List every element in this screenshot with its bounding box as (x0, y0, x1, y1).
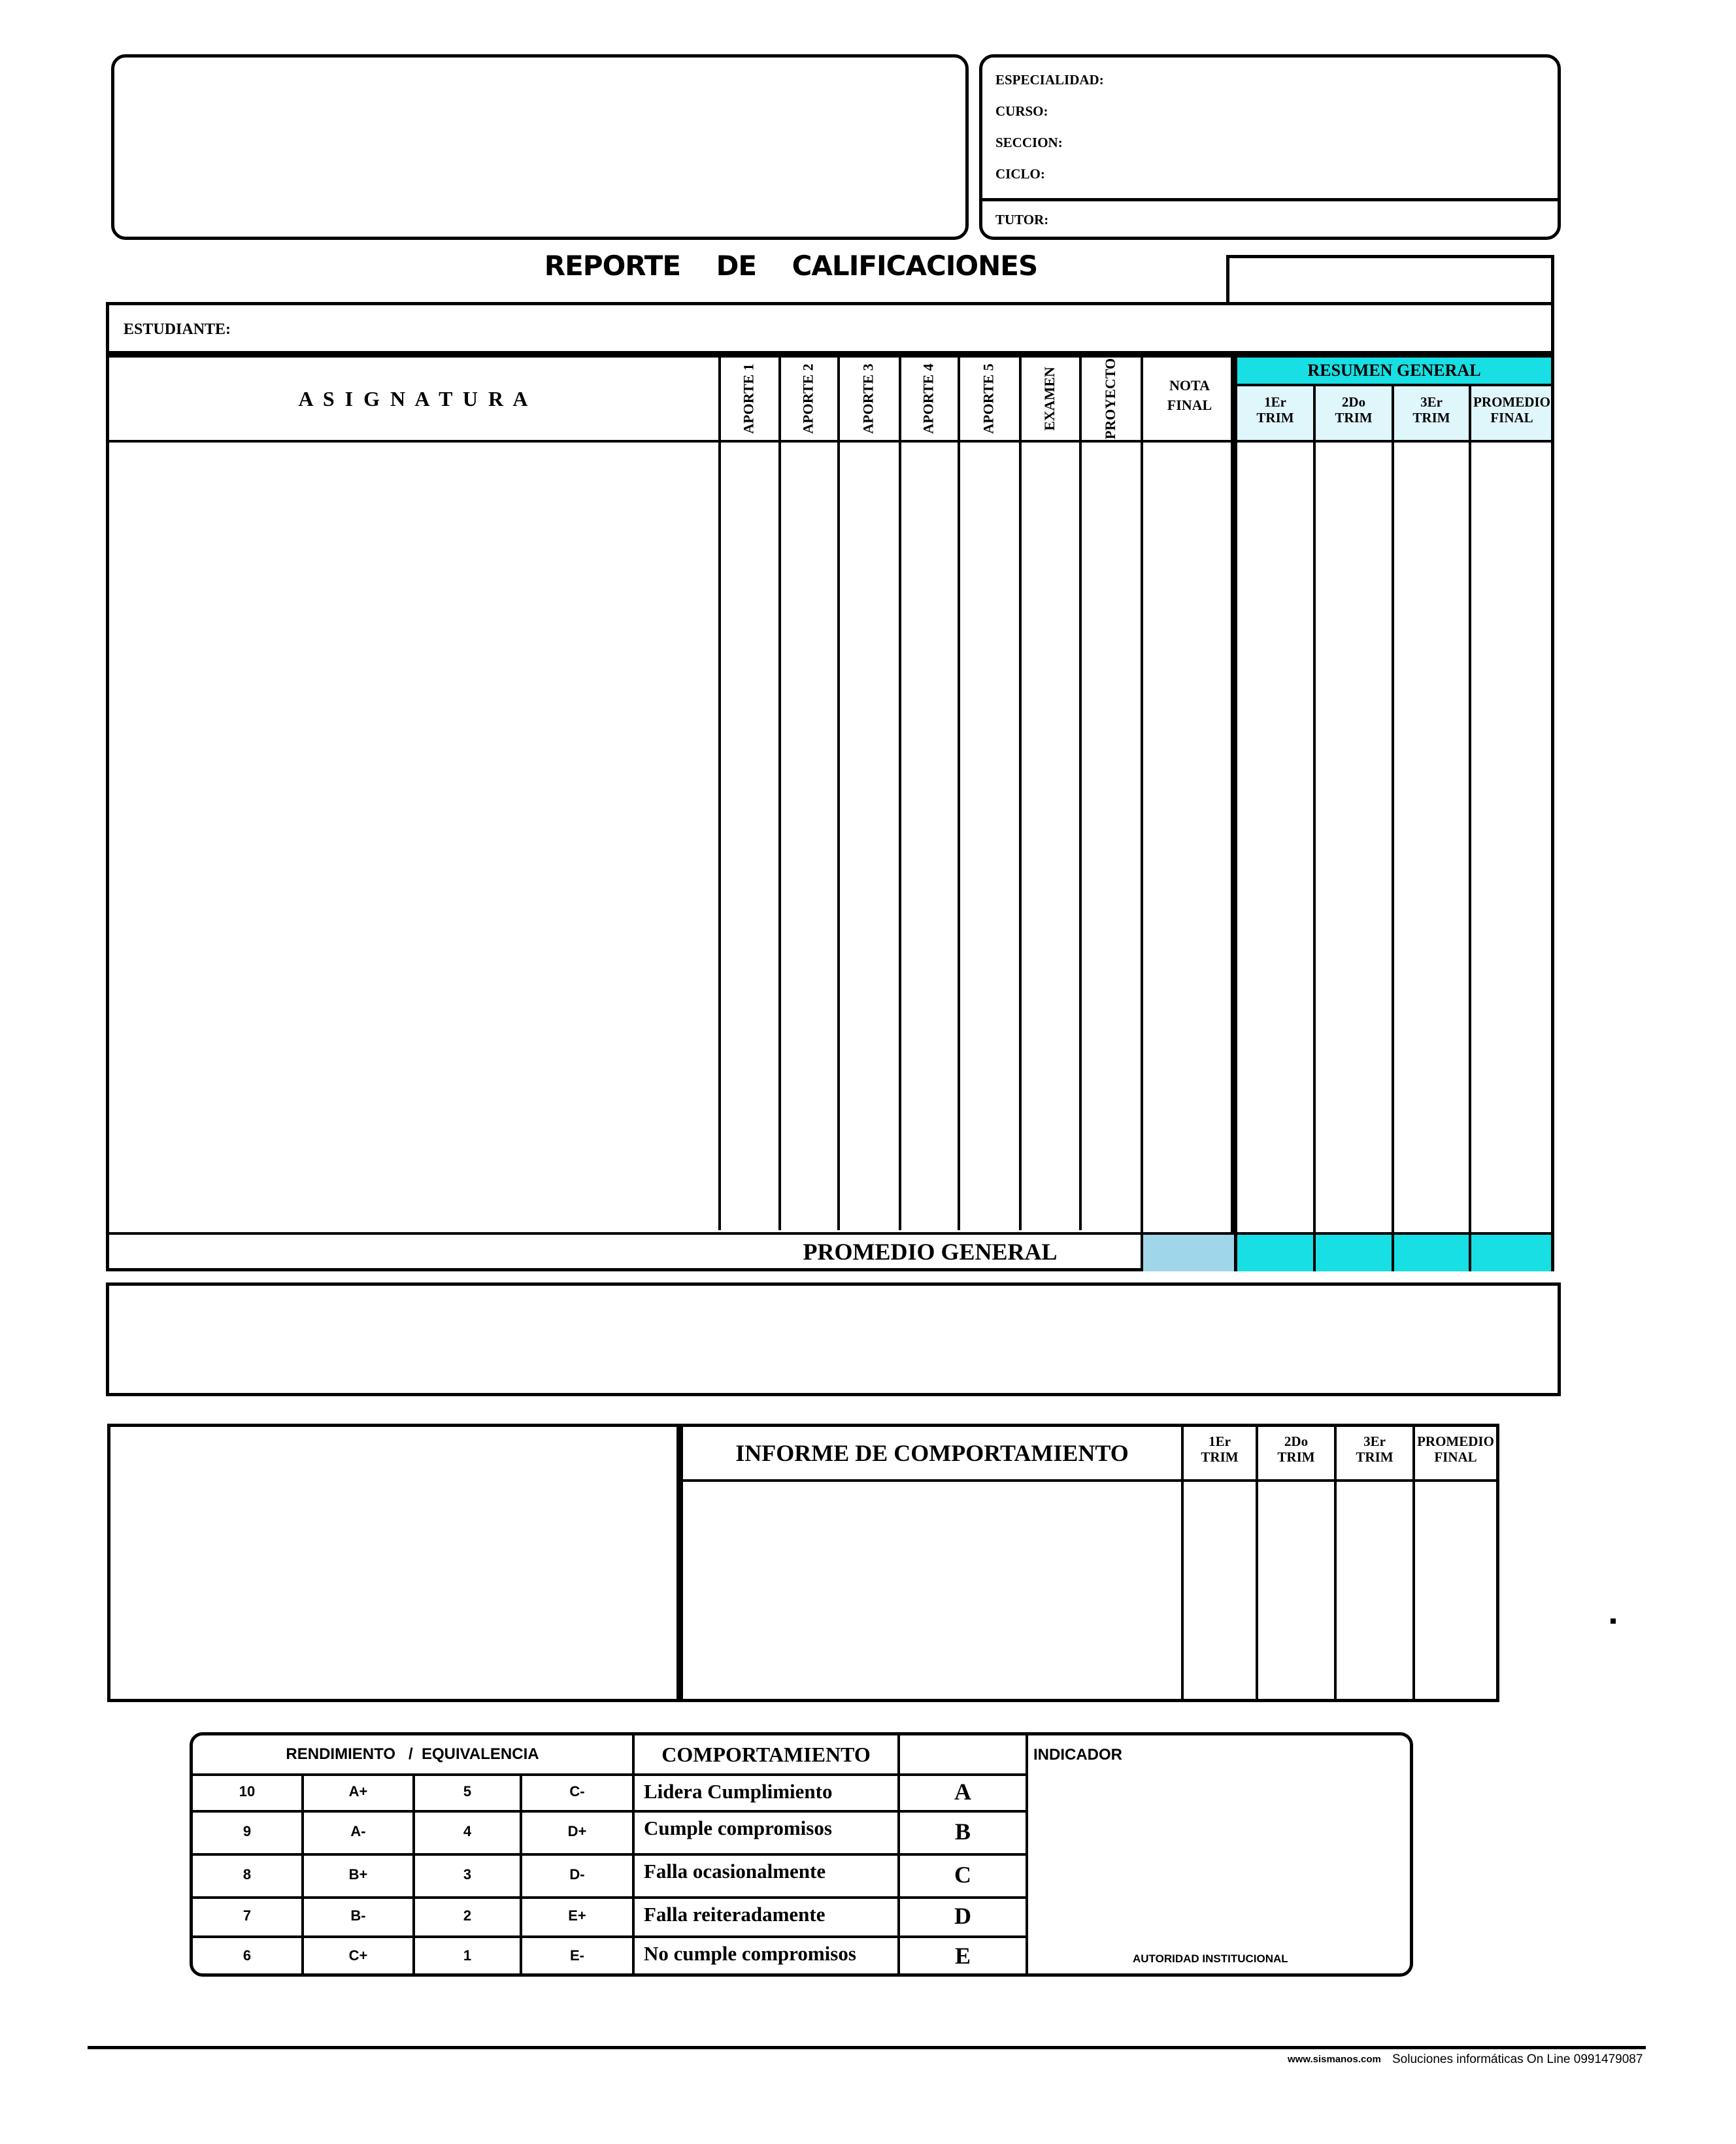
subject-header: A S I G N A T U R A (298, 386, 531, 410)
col-proyecto-label: PROYECTO (1102, 358, 1118, 440)
legend-behavior: Lidera Cumplimiento (644, 1780, 833, 1803)
behavior-col-2do-trim (1258, 1433, 1334, 1465)
col-aporte-3-label: APORTE 3 (860, 363, 876, 434)
summary-header-divider (1237, 440, 1551, 443)
summary-col-trim: TRIM (1335, 410, 1373, 426)
legend-indicator: A (954, 1779, 971, 1805)
summary-col-3er: 3Er (1420, 394, 1443, 410)
summary-col-2do-trim (1316, 394, 1392, 426)
col-aporte-1 (720, 358, 778, 440)
summary-average-cell (1237, 1235, 1313, 1271)
legend-grade: A+ (348, 1783, 368, 1800)
comportamiento-header: COMPORTAMIENTO (661, 1742, 871, 1766)
behavior-notes-box (107, 1424, 680, 1702)
seccion-label: SECCION: (995, 135, 1063, 150)
grades-header-divider (109, 440, 1231, 443)
indicador-header: INDICADOR (1033, 1746, 1122, 1764)
page-title: REPORTE DE CALIFICACIONES (544, 250, 1038, 282)
logo-box (111, 54, 969, 240)
summary-header (1237, 358, 1551, 386)
legend-score: 7 (242, 1907, 252, 1924)
col-examen (1020, 358, 1079, 440)
summary-col-promedio: PROMEDIO (1473, 394, 1550, 410)
legend-grade: C+ (348, 1947, 368, 1964)
legend-behavior: Falla ocasionalmente (644, 1860, 826, 1883)
summary-col-2do: 2Do (1341, 394, 1366, 410)
col-divider (778, 358, 781, 1230)
summary-col-3er-trim (1394, 394, 1469, 426)
nota-final-average-cell (1143, 1235, 1237, 1271)
summary-col-final: FINAL (1490, 410, 1533, 426)
behavior-col-final: FINAL (1434, 1449, 1477, 1465)
observations-box (106, 1282, 1561, 1396)
average-label: PROMEDIO GENERAL (803, 1239, 1058, 1265)
summary-average-cell (1394, 1235, 1469, 1271)
legend-indicator: B (954, 1818, 971, 1845)
col-nota-final (1142, 376, 1237, 415)
behavior-col-trim: TRIM (1277, 1449, 1315, 1465)
behavior-col-divider (1334, 1427, 1337, 1699)
legend-grade: C- (569, 1783, 585, 1800)
summary-average-cell (1316, 1235, 1392, 1271)
legend-grade: D- (569, 1866, 585, 1883)
authority-label: AUTORIDAD INSTITUCIONAL (1133, 1952, 1288, 1965)
grades-table (106, 354, 1234, 1271)
behavior-header-divider (683, 1479, 1496, 1482)
behavior-col-divider (1256, 1427, 1258, 1699)
col-aporte-2-label: APORTE 2 (800, 363, 816, 434)
especialidad-label: ESPECIALIDAD: (995, 72, 1104, 88)
legend-behavior: Cumple compromisos (644, 1817, 832, 1839)
tutor-divider (982, 198, 1558, 201)
behavior-col-trim: TRIM (1201, 1449, 1239, 1465)
rendimiento-header: RENDIMIENTO / EQUIVALENCIA (286, 1745, 539, 1763)
legend-score: 9 (242, 1823, 252, 1839)
summary-col-promedio-final (1471, 394, 1552, 426)
footer-rule (88, 2046, 1646, 2049)
behavior-col-divider (1181, 1427, 1184, 1699)
summary-col-1er-trim (1237, 394, 1313, 426)
behavior-col-1er-trim (1184, 1433, 1256, 1465)
student-label: ESTUDIANTE: (124, 321, 231, 338)
legend-grade: B+ (348, 1866, 368, 1883)
behavior-col-promedio: PROMEDIO (1417, 1433, 1494, 1449)
summary-col-divider (1469, 386, 1471, 1268)
col-examen-label: EXAMEN (1041, 367, 1058, 431)
footer-website: www.sismanos.com (1288, 2054, 1381, 2065)
behavior-col-promedio-final (1415, 1433, 1496, 1465)
legend-score: 6 (242, 1947, 252, 1964)
legend-score: 2 (463, 1907, 472, 1924)
curso-label: CURSO: (995, 103, 1048, 119)
nota-label: NOTA (1169, 377, 1210, 394)
behavior-col-divider (1412, 1427, 1415, 1699)
summary-average-cell (1471, 1235, 1551, 1271)
col-divider (958, 358, 960, 1230)
col-aporte-5-label: APORTE 5 (980, 363, 997, 434)
summary-col-divider (1313, 386, 1316, 1268)
legend-grade: A- (350, 1823, 366, 1839)
legend-indicator: D (954, 1903, 971, 1929)
summary-header-label: RESUMEN GENERAL (1307, 361, 1481, 380)
legend-score: 5 (463, 1783, 472, 1800)
legend-score: 3 (463, 1866, 472, 1883)
info-box (979, 54, 1561, 240)
ciclo-label: CICLO: (995, 166, 1045, 182)
behavior-col-trim: TRIM (1356, 1449, 1394, 1465)
col-divider (837, 358, 840, 1230)
final-label: FINAL (1167, 397, 1212, 413)
legend-score: 1 (463, 1947, 472, 1964)
col-divider (1141, 358, 1143, 1268)
summary-col-trim: TRIM (1256, 410, 1294, 426)
tutor-label: TUTOR: (995, 212, 1049, 227)
student-row (106, 302, 1554, 354)
legend-score: 4 (463, 1823, 472, 1839)
col-aporte-4 (900, 358, 958, 440)
col-divider (1019, 358, 1022, 1230)
legend-behavior: No cumple compromisos (644, 1942, 856, 1965)
legend-indicator: C (954, 1862, 971, 1888)
behavior-col-3er: 3Er (1363, 1433, 1386, 1449)
col-aporte-3 (839, 358, 899, 440)
behavior-col-2do: 2Do (1284, 1433, 1309, 1449)
behavior-table (680, 1424, 1499, 1702)
col-divider (718, 358, 721, 1230)
col-proyecto (1080, 358, 1141, 440)
col-divider (899, 358, 901, 1230)
behavior-title: INFORME DE COMPORTAMIENTO (735, 1440, 1129, 1466)
legend-score: 10 (239, 1783, 256, 1800)
col-divider (1079, 358, 1082, 1230)
summary-table (1234, 354, 1554, 1271)
behavior-col-1er: 1Er (1209, 1433, 1231, 1449)
col-aporte-1-label: APORTE 1 (741, 363, 757, 434)
title-side-box (1226, 255, 1554, 305)
summary-col-divider (1392, 386, 1394, 1268)
legend-indicator: E (954, 1943, 971, 1969)
legend-grade: E+ (568, 1907, 586, 1924)
legend-behavior: Falla reiteradamente (644, 1903, 826, 1926)
summary-col-trim: TRIM (1412, 410, 1450, 426)
stray-dot (1611, 1618, 1616, 1624)
col-aporte-4-label: APORTE 4 (920, 363, 937, 434)
footer-company: Soluciones informáticas On Line 0991479087 (1392, 2052, 1643, 2066)
legend-box (190, 1732, 1413, 1977)
legend-grade: B- (350, 1907, 366, 1924)
behavior-col-3er-trim (1337, 1433, 1412, 1465)
summary-col-1er: 1Er (1264, 394, 1286, 410)
legend-score: 8 (242, 1866, 252, 1883)
legend-grade: D+ (567, 1823, 587, 1839)
col-aporte-5 (959, 358, 1019, 440)
legend-grade: E- (570, 1947, 584, 1964)
col-aporte-2 (780, 358, 837, 440)
